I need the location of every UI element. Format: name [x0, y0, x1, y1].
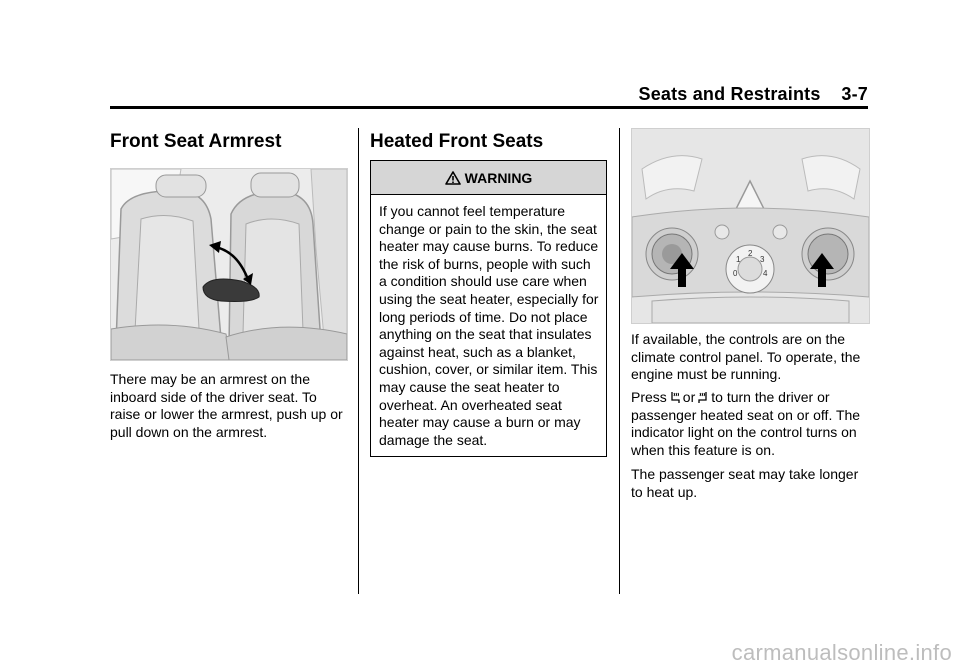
header-rule	[110, 106, 868, 109]
press-word: Press	[631, 389, 667, 405]
passenger-seat-note: The passenger seat may take longer to heat up.	[631, 466, 859, 500]
fan-dial-0: 0	[733, 269, 738, 278]
armrest-seat-drawing	[111, 169, 347, 360]
warning-text: If you cannot feel temperature change or pain to the skin, the seat heater may cause burns. To reduce the risk of burns, people with such a condition should use care when using the seat heater, especially for long periods of time. Do not place anything on the seat that insulates against heat, such as a blanket, cushion, cover, or similar item. This may cause the seat heater to overheat. An overheated seat heater may cause a burn or may damage the seat.	[379, 203, 599, 448]
fan-dial-4: 4	[763, 269, 768, 278]
armrest-section-title: Front Seat Armrest	[110, 131, 282, 152]
column-divider-1	[358, 128, 359, 594]
armrest-illustration	[110, 168, 348, 361]
armrest-paragraph: There may be an armrest on the inboard side of the driver seat. To raise or lower the armrest, push up or pull down on the armrest.	[110, 371, 343, 440]
warning-header	[371, 161, 606, 195]
fan-dial-3: 3	[760, 255, 765, 264]
header-section: Seats and Restraints	[638, 84, 821, 104]
or-word: or	[682, 389, 696, 405]
warning-box	[370, 160, 607, 457]
warning-label: WARNING	[464, 169, 533, 186]
warning-triangle-icon	[445, 171, 461, 185]
press-instructions-rest: to turn the driver or passenger heated seat on or off. The indicator light on the control turns on when this feature is on.	[631, 389, 861, 458]
passenger-heated-seat-icon	[697, 391, 709, 404]
heated-seats-section-title: Heated Front Seats	[370, 131, 544, 152]
controls-location-paragraph: If available, the controls are on the climate control panel. To operate, the engine must be running.	[631, 331, 861, 383]
header-page-number: 3-7	[841, 84, 868, 104]
driver-heated-seat-icon	[669, 391, 681, 404]
column-divider-2	[619, 128, 620, 594]
press-instructions-paragraph	[631, 389, 869, 459]
climate-control-illustration	[631, 128, 870, 324]
climate-panel-drawing	[632, 129, 869, 323]
fan-dial-2: 2	[748, 249, 753, 258]
watermark: carmanualsonline.info	[731, 640, 952, 665]
fan-dial-1: 1	[736, 255, 741, 264]
page-header-title	[638, 84, 868, 105]
